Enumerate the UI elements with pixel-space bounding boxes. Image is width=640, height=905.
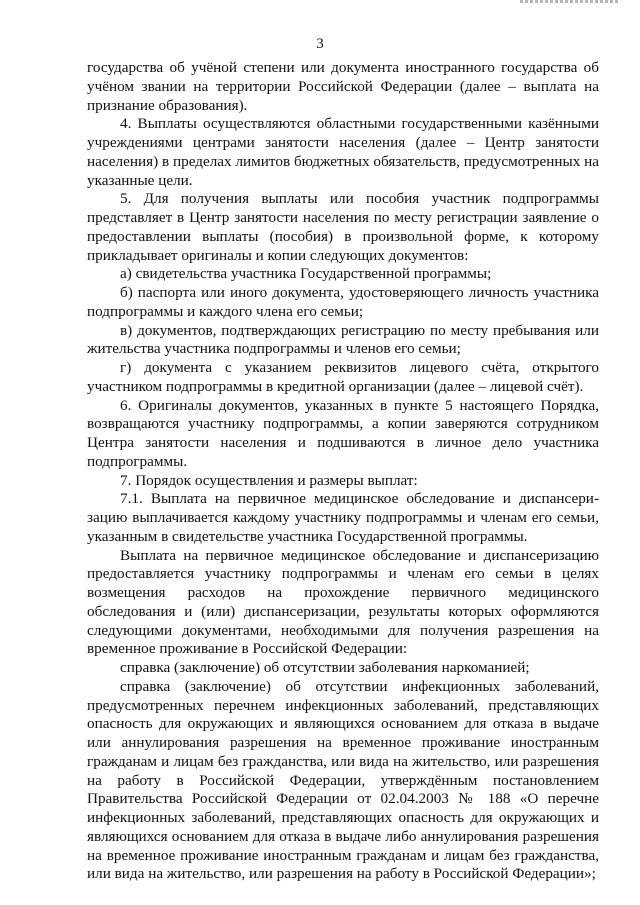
list-item-b: б) паспорта или иного документа, удостоверяющего личность участника подпрограммы и каждого члена его семьи; [87, 284, 599, 320]
list-item-a: а) свидетельства участника Государственной программы; [120, 265, 492, 283]
list-item-v: в) документов, подтверждающих регистрацию по месту пребывания или жительства участника подпрограммы и членов его семьи; [87, 321, 599, 358]
paragraph-item-7-1: 7.1. Выплата на первичное медицинское обследование и диспансеризацию выплачивается каждому участнику подпрограммы и членам его семьи, указанным в свидетельстве участника Государственной программы. [87, 490, 599, 545]
paragraph-item-5: 5. Для получения выплаты или пособия участник подпрограммы представляет в Центр занятости населения по месту регистрации заявление о предоставлении выплаты (пособия) в произвольной форме, к которому прикладывает оригиналы и копии следующих документов: [87, 190, 599, 264]
page-number: 3 [316, 36, 324, 52]
paragraph-item-7: 7. Порядок осуществления и размеры выплат: [120, 471, 418, 489]
paragraph-continuation: государства об учёной степени или документа иностранного государства об учёном звании на территории Российской Федерации (далее – выплата на признание образования). [87, 59, 599, 114]
list-item-g: г) документа с указанием реквизитов лицевого счёта, открытого участником подпрограммы в кредитной организации (далее – лицевой счёт). [87, 359, 599, 395]
paragraph-item-4: 4. Выплаты осуществляются областными государственными казёнными учреждениями центрами занятости населения (далее – Центр занятости населения) в пределах лимитов бюджетных обязательств, предусмотренных на указанные цели. [87, 115, 599, 189]
paragraph-item-6: 6. Оригиналы документов, указанных в пункте 5 настоящего Порядка, возвращаются участнику подпрограммы, а копии заверяются сотрудником Центра занятости населения и подшиваются в личное дело участника подпрограммы. [87, 396, 599, 470]
scan-corner-mark [520, 0, 620, 3]
paragraph-payment-description: Выплата на первичное медицинское обследование и диспансеризацию предоставляется участнику подпрограммы и членам его семьи в целях возмещения расходов на прохождение первичного медицинского обследования и (или) диспансеризации, результаты которых оформляются следующими документами, необходимыми для получения разрешения на временное проживание в Российской Федерации: [87, 546, 599, 658]
document-body [87, 59, 599, 884]
certificate-narcotics: справка (заключение) об отсутствии заболевания наркоманией; [120, 659, 530, 676]
certificate-infections: справка (заключение) об отсутствии инфекционных заболеваний, предусмотренных перечнем инфекционных заболеваний, представляющих опасность для окружающих и являющихся основанием для отказа в выдаче или аннулирования разрешения на временное проживание иностранным гражданам и лицам без гражданства, или вида на жительство, или разрешения на работу в Российской Федерации, утверждённым постановлением Правительства Российской Федерации от 02.04.2003 № 188 «О перечне инфекционных заболеваний, представляющих опасность для окружающих и являющихся основанием для отказа в выдаче либо аннулирования разрешения на временное проживание иностранным гражданам и лицам без гражданства, или вида на жительство, или разрешения на работу в Российской Федерации»; [87, 677, 599, 883]
